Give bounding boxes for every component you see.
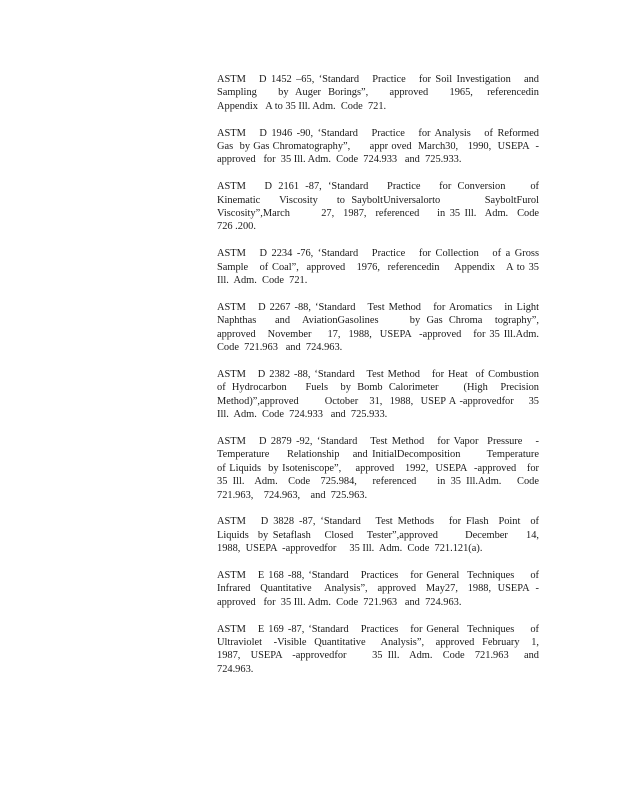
reference-line: Naphthas and AviationGasolines by Gas Chroma tography”, [217, 315, 539, 327]
reference-item [217, 623, 539, 677]
reference-line: ASTM D 1452 –65, ‘Standard Practice for Soil Investigation and [217, 74, 539, 85]
reference-line: approved for 35 Ill. Adm. Code 724.933 and 725.933. [217, 154, 462, 166]
reference-line: ASTM D 3828 -87, ‘Standard Test Methods for Flash Point of [217, 516, 539, 528]
reference-line: Ill. Adm. Code 721. [217, 275, 308, 287]
reference-line: Infrared Quantitative Analysis”, approved May27, 1988, USEPA - [217, 583, 539, 595]
reference-line: ASTM E 168 -88, ‘Standard Practices for General Techniques of [217, 569, 539, 581]
reference-line: Ill. Adm. Code 724.933 and 725.933. [217, 409, 388, 421]
reference-item [217, 180, 539, 234]
reference-line: Kinematic Viscosity to SayboltUniversalorto SayboltFurol [217, 194, 539, 206]
reference-line: 721.963, 724.963, and 725.963. [217, 489, 368, 501]
reference-line: approved for 35 Ill. Adm. Code 721.963 and 724.963. [217, 596, 462, 608]
reference-line: Gas by Gas Chromatography”, appr oved March30, 1990, USEPA - [217, 141, 539, 153]
reference-item [217, 247, 539, 287]
reference-line: ASTM E 169 -87, ‘Standard Practices for General Techniques of [217, 623, 539, 635]
reference-line: Liquids by Setaflash Closed Tester”,approved December 14, [217, 529, 539, 541]
reference-line: 724.963. [217, 663, 254, 675]
reference-line: ASTM D 2234 -76, ‘Standard Practice for Collection of a Gross [217, 248, 539, 260]
reference-line: ASTM D 2267 -88, ‘Standard Test Method for Aromatics in Light [217, 301, 539, 313]
reference-item [217, 569, 539, 609]
reference-line: 1988, USEPA -approvedfor 35 Ill. Adm. Code 721.121(a). [217, 543, 483, 555]
reference-line: Viscosity”,March 27, 1987, referenced in 35 Ill. Adm. Code [217, 208, 539, 220]
reference-line: Method)”,approved October 31, 1988, USEP A -approvedfor 35 [217, 395, 539, 407]
reference-item [217, 127, 539, 167]
reference-line: ASTM D 2879 -92, ‘Standard Test Method for Vapor Pressure - [217, 435, 539, 447]
reference-line: Temperature Relationship and InitialDecomposition Temperature [217, 449, 539, 461]
reference-item [217, 515, 539, 555]
reference-line: Appendix A to 35 Ill. Adm. Code 721. [217, 100, 387, 112]
reference-line: Ultraviolet -Visible Quantitative Analysis”, approved February 1, [217, 636, 539, 648]
reference-item [217, 368, 539, 422]
reference-line: ASTM D 1946 -90, ‘Standard Practice for Analysis of Reformed [217, 127, 539, 139]
reference-line: 35 Ill. Adm. Code 725.984, referenced in 35 Ill.Adm. Code [217, 476, 539, 488]
reference-list [217, 73, 539, 690]
reference-item [217, 301, 539, 355]
reference-line: of Hydrocarbon Fuels by Bomb Calorimeter (High Precision [217, 382, 539, 394]
reference-line: Sampling by Auger Borings”, approved 1965, referencedin [217, 87, 539, 99]
reference-line: Code 721.963 and 724.963. [217, 342, 343, 354]
reference-item [217, 73, 539, 113]
reference-line: ASTM D 2161 -87, ‘Standard Practice for Conversion of [217, 181, 539, 193]
reference-line: ASTM D 2382 -88, ‘Standard Test Method for Heat of Combustion [217, 368, 539, 380]
reference-line: Sample of Coal”, approved 1976, referencedin Appendix A to 35 [217, 261, 539, 273]
reference-line: 1987, USEPA -approvedfor 35 Ill. Adm. Code 721.963 and [217, 650, 539, 662]
reference-line: of Liquids by Isoteniscope”, approved 1992, USEPA -approved for [217, 462, 539, 474]
reference-line: 726 .200. [217, 221, 256, 233]
reference-item [217, 435, 539, 502]
reference-line: approved November 17, 1988, USEPA -approved for 35 Ill.Adm. [217, 328, 539, 340]
